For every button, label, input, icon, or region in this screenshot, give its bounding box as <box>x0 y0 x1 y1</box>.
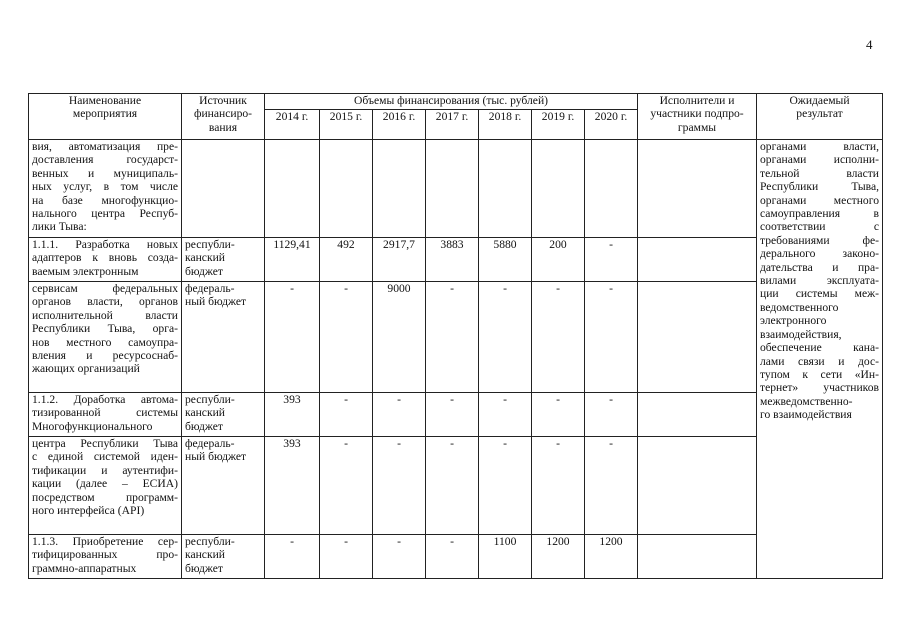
activity-name-line: тификации и аутентифи- <box>32 463 178 477</box>
funding-value-cell <box>320 140 373 238</box>
funding-value-cell: - <box>320 282 373 393</box>
activity-name-cell <box>29 282 182 393</box>
executors-cell <box>638 238 757 282</box>
header-year: 2020 г. <box>585 110 638 140</box>
funding-value-cell: - <box>320 393 373 437</box>
funding-value-cell: 1200 <box>532 535 585 579</box>
expected-result-line: органами власти, <box>760 140 879 153</box>
funding-value-cell <box>265 140 320 238</box>
expected-result-line: го взаимодействия <box>760 408 852 422</box>
activity-name-line: центра Республики Тыва <box>32 437 178 450</box>
expected-result-line: вилами эксплуата- <box>760 274 879 288</box>
expected-result-line: требованиями фе- <box>760 233 879 247</box>
funding-value-cell <box>532 140 585 238</box>
activity-name-line: нов местного самоупра- <box>32 335 178 349</box>
activity-name-line: органов власти, органов <box>32 295 178 309</box>
activity-name-line: ваемым электронным <box>32 264 139 278</box>
funding-value-cell: 393 <box>265 393 320 437</box>
activity-name-cell <box>29 437 182 535</box>
expected-result-line: межведомственно- <box>760 394 853 408</box>
expected-result-line: лами связи и дос- <box>760 354 879 368</box>
activity-name-line: сервисам федеральных <box>32 282 178 295</box>
funding-source-line: ный бюджет <box>185 450 247 464</box>
funding-value-cell: - <box>320 535 373 579</box>
funding-value-cell: 3883 <box>426 238 479 282</box>
funding-source-cell <box>182 140 265 238</box>
funding-value-cell: 5880 <box>479 238 532 282</box>
expected-result-line: соответствии с <box>760 220 879 234</box>
activity-name-line: граммно-аппаратных <box>32 561 137 575</box>
expected-result-line: ции системы меж- <box>760 287 879 301</box>
funding-source-line: республи- <box>185 535 235 548</box>
funding-source-cell <box>182 535 265 579</box>
funding-value-cell: - <box>426 282 479 393</box>
funding-value-cell: - <box>373 535 426 579</box>
funding-value-cell: 2917,7 <box>373 238 426 282</box>
page-number: 4 <box>866 37 873 52</box>
activity-name-line: нального центра Респуб- <box>32 207 178 221</box>
activity-name-cell <box>29 238 182 282</box>
expected-result-line: органами местного <box>760 193 879 207</box>
expected-result-line: тернет» участников <box>760 381 879 395</box>
activity-name-line: доставления государст- <box>32 153 178 167</box>
funding-value-cell: - <box>373 393 426 437</box>
funding-value-cell: - <box>320 437 373 535</box>
activity-name-line: кации (далее – ЕСИА) <box>32 477 178 491</box>
expected-result-line: дерального законо- <box>760 247 879 261</box>
activity-name-line: 1.1.1. Разработка новых <box>32 238 178 251</box>
header-executors: Исполнители и участники подпро- граммы <box>638 94 757 140</box>
funding-value-cell: 9000 <box>373 282 426 393</box>
header-year: 2017 г. <box>426 110 479 140</box>
activity-name-line: ного интерфейса (API) <box>32 504 145 518</box>
activity-name-line: адаптеров к вновь созда- <box>32 251 178 265</box>
table-row <box>29 282 883 393</box>
table-row <box>29 393 883 437</box>
funding-source-line: канский <box>185 406 225 420</box>
table-row <box>29 437 883 535</box>
funding-source-line: бюджет <box>185 419 223 433</box>
funding-source-line: бюджет <box>185 264 223 278</box>
funding-value-cell: - <box>479 393 532 437</box>
executors-cell <box>638 282 757 393</box>
funding-value-cell: 492 <box>320 238 373 282</box>
funding-source-line: республи- <box>185 393 235 406</box>
activity-name-line: венных и муниципаль- <box>32 166 178 180</box>
funding-source-line: федераль- <box>185 282 235 295</box>
activity-name-cell <box>29 393 182 437</box>
funding-value-cell: - <box>532 393 585 437</box>
expected-result-line: обеспечение кана- <box>760 341 879 355</box>
expected-result-line: ведомственного <box>760 300 839 314</box>
activity-name-line: 1.1.3. Приобретение сер- <box>32 535 178 548</box>
funding-value-cell: - <box>585 437 638 535</box>
activity-name-line: тифицированных про- <box>32 548 178 562</box>
funding-value-cell <box>373 140 426 238</box>
header-year: 2016 г. <box>373 110 426 140</box>
table-row <box>29 140 883 238</box>
activity-name-line: вия, автоматизация пре- <box>32 140 178 153</box>
activity-name-line: на базе многофункцио- <box>32 193 178 207</box>
funding-value-cell: 200 <box>532 238 585 282</box>
table-row <box>29 238 883 282</box>
funding-value-cell: - <box>532 282 585 393</box>
funding-value-cell <box>426 140 479 238</box>
funding-value-cell: - <box>585 282 638 393</box>
activity-name-line: ных услуг, в том числе <box>32 180 178 194</box>
activity-name-line: жающих организаций <box>32 362 140 376</box>
financing-table <box>28 93 883 579</box>
header-year: 2014 г. <box>265 110 320 140</box>
funding-value-cell: - <box>585 238 638 282</box>
executors-cell <box>638 437 757 535</box>
activity-name-line: вления и ресурсоснаб- <box>32 349 178 363</box>
activity-name-line: исполнительной власти <box>32 308 178 322</box>
funding-source-line: бюджет <box>185 561 223 575</box>
funding-value-cell: - <box>585 393 638 437</box>
executors-cell <box>638 535 757 579</box>
expected-result-line: взаимодействия, <box>760 327 842 341</box>
activity-name-line: Республики Тыва, орга- <box>32 322 178 336</box>
funding-source-cell <box>182 282 265 393</box>
funding-value-cell: - <box>479 282 532 393</box>
funding-value-cell <box>479 140 532 238</box>
funding-value-cell: - <box>265 282 320 393</box>
expected-result-line: тупом к сети «Ин- <box>760 367 879 381</box>
header-source: Источник финансиро- вания <box>182 94 265 140</box>
header-year: 2018 г. <box>479 110 532 140</box>
activity-name-line: 1.1.2. Доработка автома- <box>32 393 178 406</box>
funding-value-cell: - <box>426 535 479 579</box>
funding-source-cell <box>182 238 265 282</box>
activity-name-line: лики Тыва: <box>32 220 87 234</box>
funding-value-cell: 1200 <box>585 535 638 579</box>
funding-source-cell <box>182 393 265 437</box>
activity-name-line: Многофункционального <box>32 419 153 433</box>
funding-value-cell: - <box>426 393 479 437</box>
funding-value-cell: - <box>479 437 532 535</box>
activity-name-line: тизированной системы <box>32 406 178 420</box>
funding-value-cell: 1100 <box>479 535 532 579</box>
header-result: Ожидаемый результат <box>757 94 883 140</box>
expected-result-line: Республики Тыва, <box>760 180 879 194</box>
executors-cell <box>638 140 757 238</box>
expected-result-line: дательства и пра- <box>760 260 879 274</box>
activity-name-line: с единой системой иден- <box>32 450 178 464</box>
expected-result-line: электронного <box>760 314 827 328</box>
expected-result-line: тельной власти <box>760 166 879 180</box>
expected-result-line: самоуправления в <box>760 207 879 221</box>
activity-name-cell <box>29 140 182 238</box>
executors-cell <box>638 393 757 437</box>
funding-source-line: ный бюджет <box>185 295 247 309</box>
header-name: Наименование мероприятия <box>29 94 182 140</box>
funding-source-line: канский <box>185 548 225 562</box>
funding-value-cell: - <box>373 437 426 535</box>
expected-result-cell <box>757 140 883 579</box>
funding-value-cell: 393 <box>265 437 320 535</box>
funding-source-line: республи- <box>185 238 235 251</box>
funding-value-cell: - <box>426 437 479 535</box>
activity-name-line: посредством программ- <box>32 490 178 504</box>
funding-source-line: канский <box>185 251 225 265</box>
funding-value-cell: - <box>532 437 585 535</box>
funding-source-line: федераль- <box>185 437 235 450</box>
funding-source-cell <box>182 437 265 535</box>
header-year: 2015 г. <box>320 110 373 140</box>
expected-result-line: органами исполни- <box>760 153 879 167</box>
header-funding-group: Объемы финансирования (тыс. рублей) <box>265 94 638 110</box>
header-year: 2019 г. <box>532 110 585 140</box>
funding-value-cell: - <box>265 535 320 579</box>
table-row <box>29 535 883 579</box>
funding-value-cell: 1129,41 <box>265 238 320 282</box>
funding-value-cell <box>585 140 638 238</box>
activity-name-cell <box>29 535 182 579</box>
